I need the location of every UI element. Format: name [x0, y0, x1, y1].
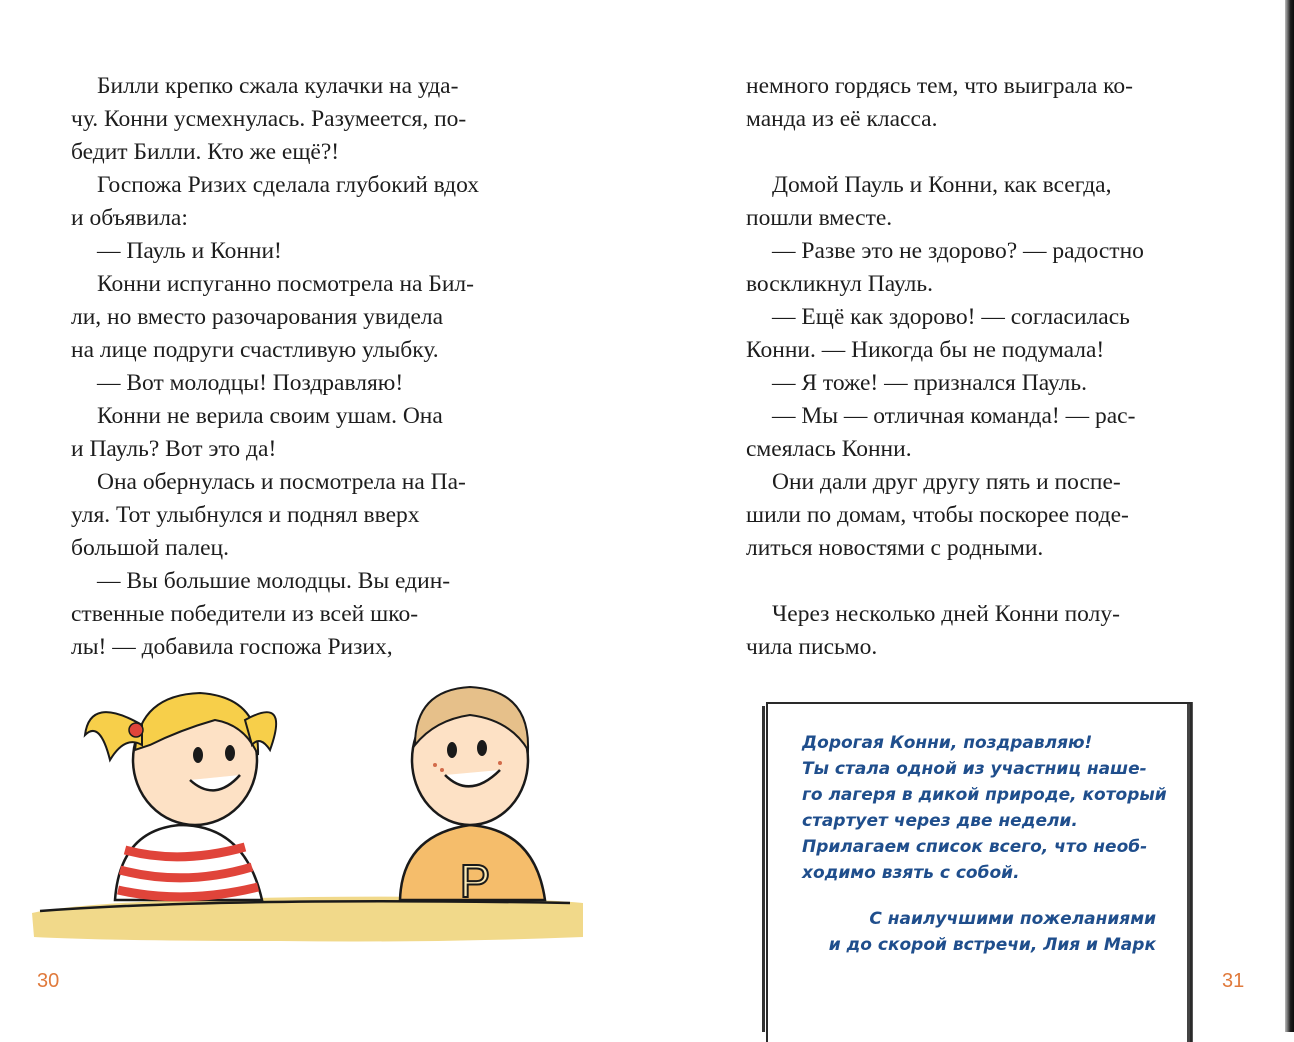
text-line: — Я тоже! — признался Пауль. [772, 370, 1087, 396]
book-spine [1285, 0, 1294, 1032]
text-line: — Ещё как здорово! — согласилась [772, 304, 1130, 330]
page-number-left: 30 [37, 970, 60, 992]
signature-line-2: и до скорой встречи, Лия и Марк [828, 935, 1156, 955]
text-line: Конни не верила своим ушам. Она [97, 403, 443, 429]
signature-line-1: С наилучшими пожеланиями [869, 909, 1156, 929]
text-line: на лице подруги счастливую улыбку. [71, 337, 439, 363]
text-line: — Разве это не здорово? — радостно [772, 238, 1144, 264]
letter-line: Ты стала одной из участниц наше- [802, 759, 1147, 779]
text-line: Конни испуганно посмотрела на Бил- [97, 271, 474, 297]
text-line: манда из её класса. [746, 106, 938, 132]
text-line: бедит Билли. Кто же ещё?! [71, 139, 340, 165]
text-line: ственные победители из всей шко- [71, 601, 419, 627]
text-line: большой палец. [71, 535, 229, 561]
text-line: уля. Тот улыбнулся и поднял вверх [71, 502, 420, 528]
letter-line: Прилагаем список всего, что необ- [802, 837, 1148, 857]
text-line: воскликнул Пауль. [746, 271, 933, 297]
text-line: Домой Пауль и Конни, как всегда, [772, 172, 1112, 198]
text-line: чу. Конни усмехнулась. Разумеется, по- [71, 106, 467, 132]
shirt-letter: P [459, 855, 491, 907]
text-line: и Пауль? Вот это да! [71, 436, 277, 462]
table-shape [32, 897, 583, 942]
letter-line: ходимо взять с собой. [802, 863, 1020, 883]
letter-signature [829, 906, 1156, 958]
letter-shadow [762, 706, 765, 1032]
page-number-right: 31 [1222, 970, 1245, 992]
text-line: Через несколько дней Конни полу- [772, 601, 1120, 627]
right-page-text [746, 70, 1216, 664]
text-line: немного гордясь тем, что выиграла ко- [746, 73, 1133, 99]
text-line: Билли крепко сжала кулачки на уда- [97, 73, 459, 99]
text-line: — Пауль и Конни! [97, 238, 282, 264]
text-line: — Вот молодцы! Поздравляю! [97, 370, 404, 396]
letter-line: стартует через две недели. [802, 811, 1078, 831]
text-line: шили по домам, чтобы поскорее поде- [746, 502, 1129, 528]
text-line: литься новостями с родными. [746, 535, 1044, 561]
text-line: и объявила: [71, 205, 188, 231]
letter-line: Дорогая Конни, поздравляю! [802, 733, 1093, 753]
left-page-text [71, 70, 541, 664]
text-line: пошли вместе. [746, 205, 893, 231]
text-line: Они дали друг другу пять и поспе- [772, 469, 1121, 495]
children-illustration [30, 675, 585, 965]
text-line: Конни. — Никогда бы не подумала! [746, 337, 1105, 363]
text-line: ли, но вместо разочарования увидела [71, 304, 444, 330]
text-line: Госпожа Ризих сделала глубокий вдох [97, 172, 480, 198]
text-line: лы! — добавила госпожа Ризих, [71, 634, 393, 660]
text-line: смеялась Конни. [746, 436, 912, 462]
letter-line: го лагеря в дикой природе, который [802, 785, 1167, 805]
text-line: чила письмо. [746, 634, 878, 660]
text-line: — Вы большие молодцы. Вы един- [97, 568, 451, 594]
text-line: Она обернулась и посмотрела на Па- [97, 469, 466, 495]
letter-body [802, 730, 1167, 886]
text-line: — Мы — отличная команда! — рас- [772, 403, 1136, 429]
